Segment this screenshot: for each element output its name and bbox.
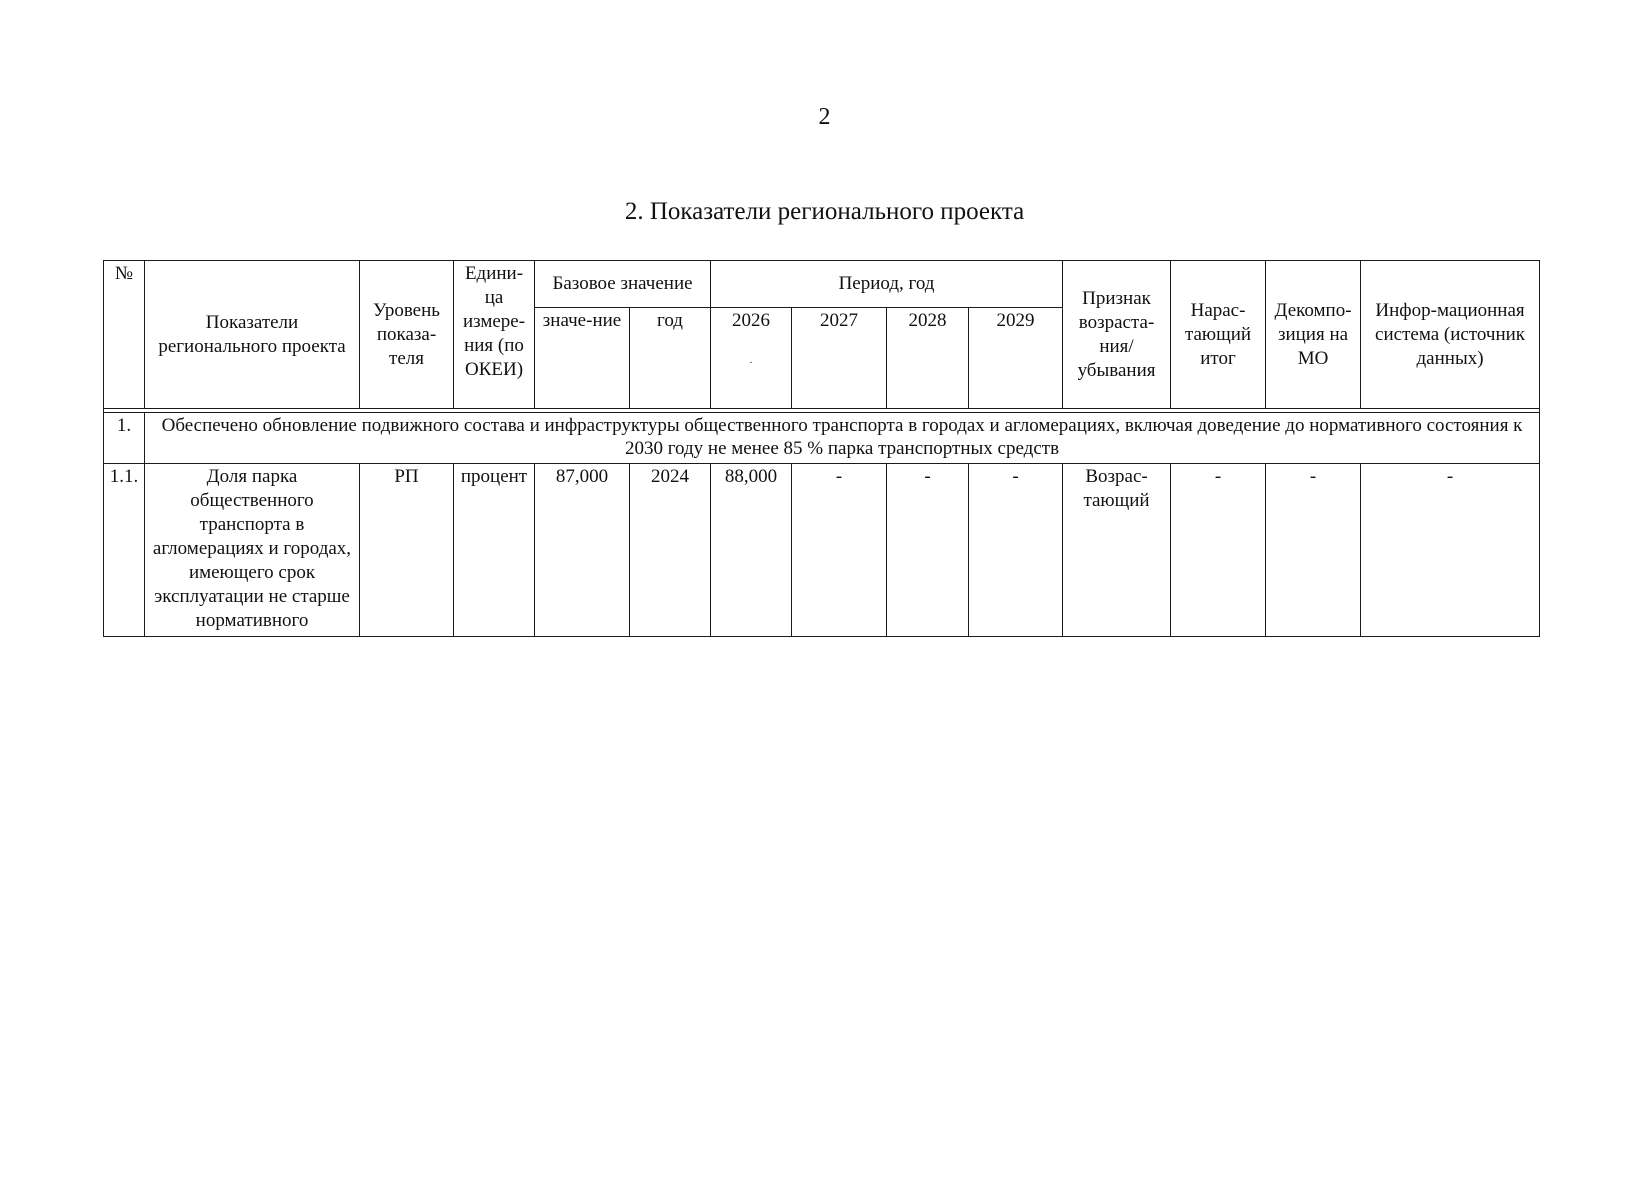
table-row	[104, 464, 1540, 637]
row-number: 1.1.	[104, 464, 145, 637]
header-cumulative: Нарас-тающий итог	[1171, 261, 1266, 409]
header-number: №	[104, 261, 145, 409]
row-unit: процент	[454, 464, 535, 637]
header-decomposition: Декомпо-зиция на МО	[1266, 261, 1361, 409]
header-base-value: значе-ние	[535, 308, 630, 409]
row-value-2027: -	[792, 464, 887, 637]
row-value-2028: -	[887, 464, 969, 637]
header-row-top	[104, 261, 1540, 308]
header-year-2027: 2027	[792, 308, 887, 409]
row-trend: Возрас-тающий	[1063, 464, 1171, 637]
goal-row	[104, 413, 1540, 464]
row-decomposition: -	[1266, 464, 1361, 637]
row-indicator-name: Доля парка общественного транспорта в агломерациях и городах, имеющего срок эксплуатации не старше нормативного	[145, 464, 360, 637]
header-level: Уровень показа-теля	[360, 261, 454, 409]
row-value-2029: -	[969, 464, 1063, 637]
row-cumulative: -	[1171, 464, 1266, 637]
row-info-system: -	[1361, 464, 1540, 637]
row-value-2026: 88,000	[711, 464, 792, 637]
header-year-2026-label: 2026	[732, 310, 771, 331]
header-base-value-group: Базовое значение	[535, 261, 711, 308]
header-year-2026	[711, 308, 792, 409]
goal-text: Обеспечено обновление подвижного состава и инфраструктуры общественного транспорта в городах и агломерациях, включая доведение до нормативного состояния к 2030 году не менее 85 % парка транспортных средств	[145, 413, 1540, 464]
header-period-group: Период, год	[711, 261, 1063, 308]
header-indicator: Показатели регионального проекта	[145, 261, 360, 409]
header-base-year: год	[630, 308, 711, 409]
indicators-table	[103, 260, 1540, 637]
header-trend: Признак возраста-ния/ убывания	[1063, 261, 1171, 409]
header-info-system: Инфор-мационная система (источник данных)	[1361, 261, 1540, 409]
goal-number: 1.	[104, 413, 145, 464]
header-year-2029: 2029	[969, 308, 1063, 409]
row-base-value: 87,000	[535, 464, 630, 637]
scan-dot-mark: ·	[749, 358, 753, 369]
section-title: 2. Показатели регионального проекта	[624, 198, 1025, 225]
header-year-2028: 2028	[887, 308, 969, 409]
header-unit: Едини-ца измере-ния (по ОКЕИ)	[454, 261, 535, 409]
page-number: 2	[818, 104, 831, 130]
row-level: РП	[360, 464, 454, 637]
row-base-year: 2024	[630, 464, 711, 637]
